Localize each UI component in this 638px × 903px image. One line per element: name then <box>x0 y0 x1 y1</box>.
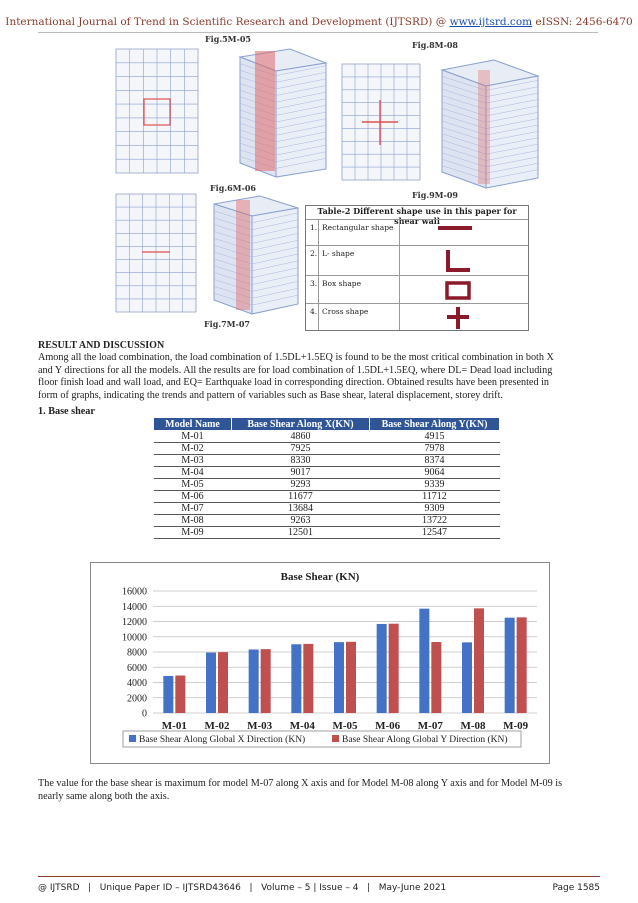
table-header: Model Name <box>154 418 232 431</box>
chart-title: Base Shear (KN) <box>280 571 360 583</box>
y-tick-label: 4000 <box>127 678 147 689</box>
header-issn: eISSN: 2456-6470 <box>532 16 633 28</box>
table-cell: 7925 <box>232 443 370 455</box>
table-header: Base Shear Along X(KN) <box>232 418 370 431</box>
table-row <box>154 467 500 479</box>
x-tick-label: M-04 <box>289 720 315 732</box>
bar-M-07-x <box>419 609 429 713</box>
para-line: floor finish load and wall load, and EQ= Earthquake load in corresponding direction. Obtained results have been presented in <box>38 377 550 389</box>
y-tick-label: 0 <box>142 708 147 720</box>
bar-M-05-x <box>334 642 344 713</box>
rectangular-shape-icon <box>436 224 476 236</box>
footer-volume: Volume – 5 | Issue – 4 <box>261 883 359 893</box>
footer-rule <box>38 876 600 877</box>
shape-row-cross: 4. Cross shape <box>306 303 528 330</box>
table-cell: M-05 <box>154 479 232 491</box>
fig5-plan-grid <box>116 49 198 173</box>
table-row <box>154 431 500 443</box>
bar-M-01-x <box>163 676 173 713</box>
footer-date: May-June 2021 <box>378 883 447 893</box>
table-cell: 4860 <box>232 431 370 443</box>
table-cell: M-03 <box>154 455 232 467</box>
l-shape-icon <box>444 249 474 275</box>
page-footer: @ IJTSRD | Unique Paper ID – IJTSRD43646 | Volume – 5 | Issue – 4 | May-June 2021 Page 1585 <box>38 883 600 893</box>
table-cell: 9293 <box>232 479 370 491</box>
table-cell: 11677 <box>232 491 370 503</box>
para-line: and Y directions for all the models. All the results are for load combination of 1.5DL+1.5EQ, where DL= Dead load including <box>38 364 553 376</box>
bar-M-03-x <box>249 649 259 713</box>
legend-swatch <box>129 735 136 742</box>
table-row <box>154 515 500 527</box>
subheading-base-shear: 1. Base shear <box>38 406 95 417</box>
bar-M-03-y <box>261 649 271 713</box>
bar-M-04-y <box>303 644 313 713</box>
conclusion-line: The value for the base shear is maximum for model M-07 along X axis and for Model M-08 along Y axis and for Model M-09 is <box>38 778 563 789</box>
fig8-plan-grid <box>342 64 420 180</box>
table-cell: 8374 <box>370 455 500 467</box>
table-cell: 4915 <box>370 431 500 443</box>
table-cell: 12501 <box>232 527 370 539</box>
table-header: Base Shear Along Y(KN) <box>370 418 500 431</box>
section-paragraph <box>38 352 600 402</box>
y-tick-label: 8000 <box>127 647 147 659</box>
y-tick-label: 12000 <box>122 617 147 628</box>
shape-table <box>305 205 529 331</box>
bar-M-09-x <box>505 618 515 713</box>
table-cell: 9017 <box>232 467 370 479</box>
shape-table-title: Table-2 Different shape use in this paper for shear wall <box>317 206 517 226</box>
table-cell: M-09 <box>154 527 232 539</box>
table-cell: M-04 <box>154 467 232 479</box>
table-row <box>154 455 500 467</box>
bar-M-01-y <box>175 676 185 713</box>
y-tick-label: 14000 <box>122 601 147 613</box>
footer-page-number: Page 1585 <box>552 883 600 893</box>
legend-swatch <box>332 735 339 742</box>
journal-header <box>0 16 638 28</box>
bar-M-06-x <box>377 624 387 713</box>
fig5-caption: Fig.5M-05 <box>205 34 251 44</box>
fig7-3d-model <box>214 196 298 314</box>
y-tick-label: 16000 <box>122 586 147 598</box>
table-cell: M-08 <box>154 515 232 527</box>
x-tick-label: M-07 <box>417 720 443 732</box>
x-tick-label: M-03 <box>247 720 273 732</box>
y-tick-label: 6000 <box>127 662 147 674</box>
table-cell: 7978 <box>370 443 500 455</box>
x-tick-label: M-05 <box>332 720 358 732</box>
x-tick-label: M-02 <box>204 720 230 732</box>
footer-paper-id: Unique Paper ID – IJTSRD43646 <box>99 883 241 893</box>
shape-row-rectangular: 1. Rectangular shape <box>306 219 528 246</box>
para-line: form of graphs, indicating the trends and pattern of variables such as Base shear, lateral displacement, storey drift. <box>38 389 503 401</box>
bar-M-02-y <box>218 652 228 713</box>
section-heading: RESULT AND DISCUSSION <box>38 340 165 351</box>
header-rule <box>38 32 598 33</box>
fig9-caption: Fig.9M-09 <box>412 190 458 200</box>
table-row <box>154 527 500 539</box>
base-shear-table <box>153 417 500 539</box>
fig5-figure <box>112 45 332 180</box>
fig7-caption: Fig.7M-07 <box>204 319 250 329</box>
bar-M-07-y <box>431 642 441 713</box>
table-cell: 13722 <box>370 515 500 527</box>
bar-M-08-y <box>474 608 484 713</box>
base-shear-chart <box>90 562 550 764</box>
bar-M-02-x <box>206 653 216 713</box>
legend-label: Base Shear Along Global Y Direction (KN) <box>342 735 508 745</box>
header-text: International Journal of Trend in Scientific Research and Development (IJTSRD) @ <box>5 16 450 28</box>
fig6-caption: Fig.6M-06 <box>210 183 256 193</box>
table-cell: M-07 <box>154 503 232 515</box>
table-cell: 12547 <box>370 527 500 539</box>
fig7-plan-grid <box>116 194 196 312</box>
bar-M-04-x <box>291 644 301 713</box>
table-row <box>154 491 500 503</box>
fig8-figure <box>340 50 550 190</box>
shape-row-l: 2. L- shape <box>306 245 528 276</box>
box-shape-icon <box>444 281 474 301</box>
table-row <box>154 479 500 491</box>
y-tick-label: 2000 <box>127 693 147 705</box>
shape-row-box: 3. Box shape <box>306 275 528 304</box>
fig5-3d-model <box>240 49 326 177</box>
table-cell: M-02 <box>154 443 232 455</box>
chart-svg <box>91 563 549 763</box>
conclusion-paragraph <box>38 777 600 803</box>
table-header-row <box>154 418 500 431</box>
table-cell: 9064 <box>370 467 500 479</box>
table-cell: 9263 <box>232 515 370 527</box>
table-cell: 8330 <box>232 455 370 467</box>
fig8-3d-model <box>442 60 538 188</box>
footer-publisher: @ IJTSRD <box>38 883 80 893</box>
para-line: Among all the load combination, the load combination of 1.5DL+1.5EQ is found to be the most critical combination in both X <box>38 352 554 363</box>
table-cell: M-01 <box>154 431 232 443</box>
table-cell: 13684 <box>232 503 370 515</box>
table-cell: 11712 <box>370 491 500 503</box>
bar-M-08-x <box>462 642 472 713</box>
fig7-figure <box>112 192 302 317</box>
conclusion-line: nearly same along both the axis. <box>38 791 170 802</box>
table-cell: 9339 <box>370 479 500 491</box>
x-tick-label: M-09 <box>503 720 529 732</box>
x-tick-label: M-01 <box>161 720 187 732</box>
bar-M-09-y <box>517 617 527 713</box>
header-link[interactable]: www.ijtsrd.com <box>449 16 533 28</box>
table-row <box>154 503 500 515</box>
x-tick-label: M-06 <box>375 720 401 732</box>
table-cell: M-06 <box>154 491 232 503</box>
x-tick-label: M-08 <box>460 720 486 732</box>
table-cell: 9309 <box>370 503 500 515</box>
bar-M-05-y <box>346 642 356 713</box>
bar-M-06-y <box>389 624 399 713</box>
table-row <box>154 443 500 455</box>
fig8-caption: Fig.8M-08 <box>412 40 458 50</box>
legend-label: Base Shear Along Global X Direction (KN) <box>139 735 306 745</box>
y-tick-label: 10000 <box>122 632 147 644</box>
cross-shape-icon <box>444 306 474 330</box>
